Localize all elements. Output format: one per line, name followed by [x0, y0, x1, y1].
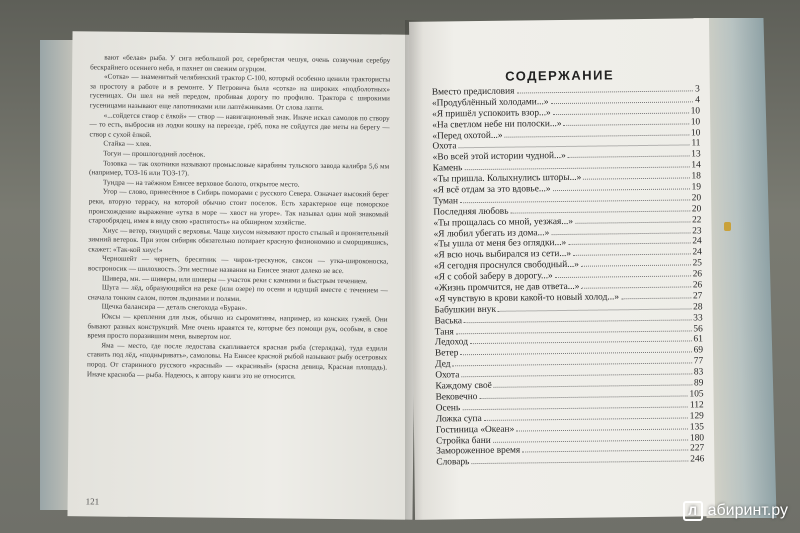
toc-entry-title: Осень	[435, 403, 461, 414]
toc-entry-title: «Перед охотой...»	[432, 130, 503, 142]
right-page	[409, 18, 715, 520]
toc-leader-dots	[553, 188, 690, 191]
toc-leader-dots	[575, 221, 690, 223]
toc-entry-page: 25	[692, 258, 703, 269]
toc-entry-title: Туман	[433, 196, 459, 207]
toc-entry-title: «Жизнь промчится, не дав ответа...»	[434, 281, 580, 294]
toc-entry-page: 28	[693, 302, 703, 313]
toc-entry-title: Камень	[432, 163, 463, 174]
toc-entry-page: 61	[693, 334, 703, 345]
toc-entry-page: 77	[693, 356, 704, 367]
toc-entry-title: «Я пришёл успокоить взор...»	[432, 107, 551, 120]
toc-leader-dots	[551, 101, 694, 104]
toc-entry-title: Гостиница «Океан»	[435, 424, 515, 436]
glossary-paragraph: Хиус — ветер, тянущий с верховья. Чаще хиусом называют просто стылый и пронзительный зимний ветерок. При этом сибиряк обязательно потирает красную физиономию и сморщившись, скажет: «Так-кой хиус!»	[88, 226, 389, 255]
toc-entry-page: 69	[693, 345, 704, 356]
toc-entry-page: 26	[692, 269, 703, 280]
left-page	[67, 31, 417, 520]
toc-leader-dots	[470, 341, 692, 345]
toc-entry-title: «Я сегодня проснулся свободный...»	[433, 260, 580, 272]
toc-entry-title: Ледоход	[434, 337, 469, 349]
book-spine-shadow	[405, 20, 423, 520]
toc-entry-title: «Я всю ночь выбирался из сети...»	[433, 249, 572, 261]
glossary-paragraph: Черношейт — чернеть, бресятник — чирок-трескунок, саксон — утка-широконоска, востроносик — шилохвость. Эти местные названия на Енисее знают далеко не все.	[88, 254, 389, 276]
toc-leader-dots	[516, 428, 688, 431]
toc-entry-title: Дед	[435, 359, 451, 370]
toc-leader-dots	[581, 286, 690, 288]
glossary-paragraph: Яма — место, где после ледостава скапливается красная рыба (стерлядка), туда ездили ставить под лёд, «подныривать», самоловы. На Енисее красной рыбой называют рыбу осетровых пород. От старинного русского «красный» — «красивый» (красна девица, Красная площадь). Иначе красноба — рыба. Надеюсь, к автору книги это не относится.	[86, 341, 388, 381]
watermark	[683, 501, 788, 521]
toc-entry-title: «Я с собой заберу в дорогу...»	[434, 271, 553, 283]
toc-entry-page: 19	[691, 182, 702, 193]
watermark-text: абиринт.ру	[707, 502, 788, 519]
toc-entry-page: 227	[690, 443, 705, 454]
toc-leader-dots	[621, 297, 691, 299]
toc-entry-page: 24	[692, 236, 702, 247]
toc-entry-title: Ветер	[434, 348, 459, 359]
toc-leader-dots	[479, 395, 687, 399]
toc-entry-page: 129	[689, 410, 704, 422]
toc-leader-dots	[461, 374, 692, 378]
toc-leader-dots	[553, 112, 689, 115]
toc-entry-page: 11	[691, 138, 701, 149]
glossary-paragraph: Шивера, мн. — шиверы, или шиверы — участок реки с камнями и быстрым течением.	[101, 274, 368, 285]
toc-entry-title: «Во всей этой истории чудной...»	[432, 151, 566, 163]
toc-entry-page: 89	[693, 378, 704, 389]
toc-entry-title: Васька	[434, 315, 463, 327]
glossary-paragraph: Тогуи — прошлогодний лосёнок.	[103, 149, 206, 159]
toc-leader-dots	[551, 232, 690, 235]
toc-entry-title: Ложка супа	[435, 413, 482, 425]
toc-entry-page: 24	[692, 247, 702, 258]
toc-title: СОДЕРЖАНИЕ	[505, 67, 615, 84]
toc-entry-page: 180	[689, 432, 705, 443]
toc-leader-dots	[581, 265, 691, 267]
toc-entry-page: 20	[691, 193, 702, 204]
toc-entry-page: 18	[691, 171, 701, 182]
toc-leader-dots	[510, 210, 689, 213]
toc-entry-title: «Я всё отдам за это вдовье...»	[432, 184, 551, 196]
toc-entry-page: 10	[690, 106, 701, 117]
glossary-paragraph: «...сойдется створ с ёлкой» — створ — навигационный знак. Иначе искал самолов по створу — то есть, выбросив из лодки кошку на переезде, грёб, пока не сойдутся две меты на берегу — створ с сухой ёлкой.	[89, 111, 390, 139]
toc-entry-page: 135	[689, 421, 705, 433]
toc-entry-title: Охота	[432, 141, 457, 153]
toc-entry-page: 112	[689, 400, 704, 411]
toc-leader-dots	[464, 167, 689, 171]
toc-leader-dots	[494, 384, 692, 387]
toc-leader-dots	[484, 417, 688, 420]
toc-entry	[436, 455, 704, 469]
toc-entry-title: Стройка бани	[436, 435, 491, 447]
toc-entry-title: Охота	[435, 370, 460, 381]
toc-leader-dots	[568, 156, 690, 158]
glossary-paragraph: Угор — слово, принесённое в Сибирь поморами с русского Севера. Означает высокий берег реки, вторую террасу, на которой обычно стоит поселок. Есть характерное еще поморское происхождение выражение «утка в море — хвост на угоре». Так называл один мой знакомый старообрядец, имея в виду свою «распятость» на обширном хозяйстве.	[88, 187, 389, 227]
toc-leader-dots	[464, 319, 691, 323]
toc-leader-dots	[564, 123, 689, 126]
glossary-text	[87, 53, 390, 382]
glossary-paragraph: вают «белая» рыба. У сига небольшой рот, серебристая чешуя, очень созвучная серебру бескрайнего осеннего неба, и пахнет он свежим огурцом.	[90, 53, 391, 73]
toc-entry-title: Вековечно	[435, 391, 478, 403]
toc-leader-dots	[505, 134, 689, 137]
toc-entry-page: 14	[691, 160, 701, 171]
toc-entry-page: 105	[689, 389, 704, 400]
toc-entry-title: «Продублённый холодами...»	[431, 97, 549, 109]
glossary-paragraph: Щечка балансира — деталь снегохода «Буран».	[101, 302, 247, 313]
toc-entry-page: 13	[691, 149, 701, 160]
toc-entry-title: «Ты прощалась со мной, уезжая...»	[433, 216, 574, 229]
glossary-paragraph: «Сотка» — знаменитый челябинский трактор С-100, который особенно ценили трактористы за простоту в работе и в ремонте. У Петровича была «сотка» на широких «подболотных» гусеницах. Он шел на ней передом, пробивая дорогу по профилю. Трактора с широкими гусеницами называют еще лапотниками или лаптёжниками. От слова лапти.	[89, 72, 391, 112]
toc-entry-title: «Ты ушла от меня без оглядки...»	[433, 238, 567, 251]
toc-entry-title: «Ты пришла. Колыхнулись шторы...»	[432, 172, 582, 185]
glossary-paragraph: Шуга — лёд, образующийся на реке (или озере) по осени и идущий вместе с течением — сначала тонким салом, потом льдинами и полями.	[87, 283, 388, 303]
toc-entry-title: Таня	[434, 326, 454, 338]
toc-entry-page: 10	[690, 116, 701, 128]
toc-leader-dots	[568, 243, 690, 245]
toc-entry-page: 4	[695, 95, 701, 106]
toc-entry-title: Замороженное время	[436, 445, 521, 457]
toc-entry-page: 246	[690, 454, 705, 465]
toc-leader-dots	[493, 439, 688, 442]
toc-entry-page: 56	[693, 323, 703, 334]
glossary-paragraph: Юксы — крепления для лыж, обычно из сыромятины, например, из конских гужей. Они бывают разных конструкций. Мне очень нравятся те, которые без помощи рук, особым, в свое время просто поразившим меня, вывертом ног.	[87, 312, 388, 342]
toc-entry-page: 22	[691, 214, 702, 226]
toc-leader-dots	[471, 461, 688, 465]
toc-leader-dots	[583, 178, 689, 180]
toc-entry-page: 20	[691, 204, 702, 215]
toc-entry-title: Вместо предисловия	[431, 86, 515, 98]
toc-entry-page: 23	[692, 225, 702, 236]
labirint-logo-icon: Л	[683, 501, 703, 521]
glossary-paragraph: Тозовка — так охотники называют промысловые карабины тульского завода калибра 5,6 мм (например, ТОЗ-16 или ТОЗ-17).	[89, 159, 390, 178]
toc-leader-dots	[456, 330, 692, 334]
toc-entry-title: Каждому своё	[435, 380, 492, 392]
toc-entry-title: Последняя любовь	[433, 206, 509, 218]
toc-entry-title: Словарь	[436, 457, 470, 468]
toc-entry-title: «Я любил убегать из дома...»	[433, 227, 550, 240]
toc-leader-dots	[460, 352, 691, 356]
glossary-paragraph: Стайка — хлев.	[103, 139, 152, 149]
toc-leader-dots	[459, 145, 690, 149]
toc-entry-page: 10	[690, 127, 701, 138]
toc-entry-page: 27	[692, 291, 703, 302]
toc-leader-dots	[462, 406, 688, 410]
left-page-number: 121	[85, 496, 100, 507]
bookmark-ribbon	[724, 222, 731, 231]
toc-entry-page: 26	[692, 280, 703, 291]
toc-entry-title: «Я чувствую в крови какой-то новый холод...»	[434, 292, 620, 305]
toc-leader-dots	[555, 276, 691, 279]
toc-leader-dots	[460, 199, 690, 203]
toc-entry-page: 33	[693, 312, 703, 324]
glossary-paragraph: Тундра — на таёжном Енисее верховое болото, открытое место.	[102, 178, 300, 189]
toc-leader-dots	[516, 90, 693, 93]
toc-leader-dots	[498, 308, 691, 311]
table-of-contents	[432, 84, 705, 468]
toc-leader-dots	[522, 450, 688, 453]
toc-entry-page: 3	[695, 84, 700, 95]
toc-leader-dots	[453, 363, 692, 367]
toc-entry-title: Бабушкин внук	[434, 304, 497, 316]
toc-entry-title: «На светлом небе ни полоски...»	[432, 118, 562, 131]
toc-leader-dots	[573, 254, 690, 256]
toc-entry-page: 83	[693, 367, 704, 378]
